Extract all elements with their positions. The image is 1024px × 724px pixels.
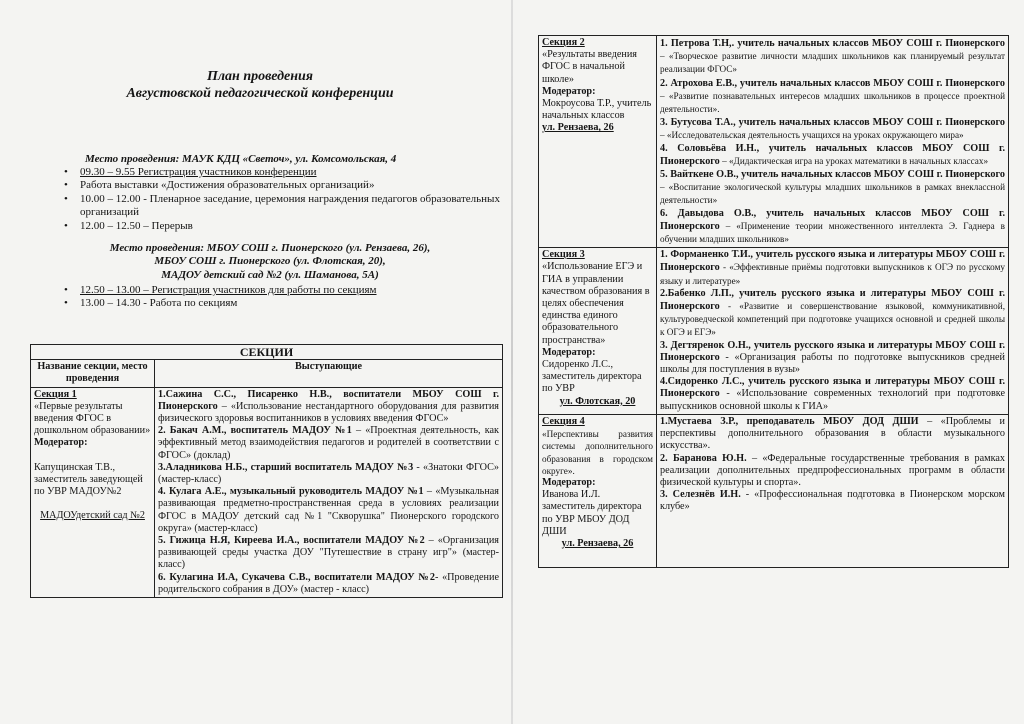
- section-info: [539, 248, 657, 415]
- speaker-name: 6. Давыдова О.В., учитель начальных классов МБОУ СОШ г. Пионерского: [660, 207, 1005, 232]
- venue-main: Место проведения: МАУК КДЦ «Светоч», ул. Комсомольская, 4: [85, 153, 397, 165]
- schedule-item: • 12.00 – 12.50 – Перерыв: [60, 220, 500, 233]
- speaker-name: 5. Гижица Н.Я, Киреева И.А., воспитатели МАДОУ №2: [158, 535, 425, 547]
- schedule-item: • 13.00 – 14.30 - Работа по секциям: [60, 297, 500, 310]
- schedule-item: • Работа выставки «Достижения образовательных организаций»: [60, 179, 500, 192]
- speaker-name: 3. Дегтяренок О.Н., учитель русского языка и литературы МБОУ СОШ г. Пионерского: [660, 339, 1005, 363]
- speaker-name: 1. Форманенко Т.И., учитель русского языка и литературы МБОУ СОШ г. Пионерского: [660, 249, 1005, 274]
- table-row: [539, 414, 1009, 567]
- speaker-talk: - «Организация работы по подготовке выпускников средней школы для поступления в вузы»: [660, 351, 1005, 376]
- speaker-name: 3.Аладникова Н.Б., старший воспитатель МАДОУ №3: [158, 461, 414, 473]
- speaker-name: 4. Кулага А.Е., музыкальный руководитель МАДОУ №1: [158, 486, 424, 498]
- speaker-item: [660, 376, 1005, 413]
- table-row: [539, 36, 1009, 248]
- schedule-item: • 09.30 – 9.55 Регистрация участников конференции: [60, 166, 500, 179]
- section-name: Секция 1: [34, 388, 77, 400]
- title-line-1: План проведения: [206, 69, 313, 84]
- speaker-item: [660, 37, 1005, 77]
- speaker-name: 1.Мустаева З.Р., преподаватель МБОУ ДОД ДШИ: [660, 415, 919, 427]
- speaker-name: 5. Вайткене О.В., учитель начальных классов МБОУ СОШ г. Пионерского: [660, 169, 1005, 181]
- section-topic: «Результаты введения ФГОС в начальной школе»: [542, 49, 637, 85]
- moderator-name: Капущинская Т.В., заместитель заведующей по УВР МАДОУ№2: [34, 461, 143, 498]
- speaker-talk: - «Знатоки ФГОС» (мастер-класс): [158, 461, 500, 486]
- speaker-item: [660, 416, 1005, 453]
- speaker-name: 4. Соловьёва И.Н., учитель начальных классов МБОУ СОШ г. Пионерского: [660, 142, 1005, 167]
- speaker-item: [660, 77, 1005, 117]
- section-name: Секция 3: [542, 249, 585, 261]
- speaker-name: 6. Кулагина И.А, Сукачева С.В., воспитатели МАДОУ №2: [158, 571, 435, 583]
- speakers-cell: [155, 387, 503, 597]
- speaker-talk: – «Развитие познавательных интересов младших школьников в процессе проектной деятельности».: [660, 90, 1005, 115]
- speaker-name: 4.Сидоренко Л.С., учитель русского языка и литературы МБОУ СОШ г. Пионерского: [660, 376, 1005, 400]
- speaker-name: 2. Баранова Ю.Н.: [660, 452, 747, 464]
- speaker-item: [660, 168, 1005, 208]
- speaker-talk: – «Исследовательская деятельность учащихся на уроках окружающего мира»: [660, 130, 964, 141]
- speaker-talk: – «Воспитание экологической культуры младших школьников в рамках внеклассной деятельности»: [660, 182, 1005, 206]
- venue-sections: [90, 242, 450, 282]
- moderator-name: Мокроусова Т.Р., учитель начальных классов: [542, 98, 652, 122]
- table-row: [31, 387, 503, 597]
- sections-table-continued: [538, 35, 1009, 568]
- speaker-talk: – «Организация развивающей среды участка ДОУ "Путешествие в страну игр"» (мастер-класс): [158, 535, 499, 571]
- speaker-talk: – «Проектная деятельность, как эффективный метод взаимодействия педагогов и родителей в соответствии с ФГОС» (доклад): [158, 425, 499, 461]
- venue-line: Место проведения: МБОУ СОШ г. Пионерского (ул. Рензаева, 26),: [109, 242, 431, 254]
- speaker-talk: - «Использование современных технологий при подготовке выпускников основной школы к ГИА»: [660, 388, 1005, 412]
- speaker-item: [660, 489, 1005, 513]
- speaker-item: [660, 340, 1005, 377]
- speaker-item: [660, 288, 1005, 340]
- speaker-item: [660, 249, 1005, 288]
- schedule-list-2: [60, 284, 500, 311]
- section-info: [31, 387, 155, 597]
- speaker-item: [660, 453, 1005, 490]
- speaker-item: [158, 425, 499, 462]
- speaker-talk: – «Дидактическая игра на уроках математики в начальных классах»: [719, 155, 989, 166]
- moderator-label: Модератор:: [34, 437, 88, 449]
- speaker-name: 3. Селезнёв И.Н.: [660, 489, 741, 501]
- speaker-item: [158, 486, 499, 535]
- section-place: МАДОУдетский сад №2: [40, 510, 145, 522]
- moderator-name: Сидоренко Л.С., заместитель директора по УВР: [542, 359, 642, 395]
- section-name: Секция 4: [542, 415, 585, 427]
- speaker-item: [158, 572, 499, 596]
- speaker-item: [660, 208, 1005, 247]
- moderator-label: Модератор:: [542, 85, 596, 97]
- speaker-name: 2. Бакач А.М., воспитатель МАДОУ №1: [158, 425, 352, 437]
- section-topic: «Первые результаты введения ФГОС в дошкольном образовании»: [34, 400, 151, 437]
- table-title: СЕКЦИИ: [31, 345, 503, 360]
- speaker-name: 3. Бутусова Т.А., учитель начальных классов МБОУ СОШ г. Пионерского: [660, 117, 1005, 129]
- speaker-talk: – «Творческое развитие личности младших школьников как планируемый результат реализации ФГОС»: [660, 51, 1005, 75]
- section-info: [539, 414, 657, 567]
- speaker-talk: - «Развитие и совершенствование языковой, коммуникативной, культуроведческой компетенций при подготовке учащихся основной и средней школы к ОГЭ и ЕГЭ»: [660, 301, 1005, 338]
- section-place: ул. Рензаева, 26: [542, 122, 614, 134]
- speaker-talk: – «Музыкальная развивающая предметно-пространственная среда в условиях реализации ФГОС в МАДОУ детский сад №1 "Скворушка" Пионерского городского округа» (мастер-класс): [158, 486, 499, 534]
- speaker-name: 1. Петрова Т.Н,. учитель начальных классов МБОУ СОШ г. Пионерского: [660, 38, 1005, 49]
- column-header-name: Название секции, место проведения: [31, 360, 155, 387]
- venue-line: МБОУ СОШ г. Пионерского (ул. Флотская, 20),: [154, 255, 386, 268]
- speaker-item: [158, 462, 499, 486]
- schedule-item: • 10.00 – 12.00 - Пленарное заседание, церемония награждения педагогов образовательных организаций: [60, 193, 500, 220]
- moderator-label: Модератор:: [542, 346, 596, 358]
- speakers-cell: [657, 36, 1009, 248]
- speaker-name: 2.Бабенко Л.П., учитель русского языка и литературы МБОУ СОШ г. Пионерского: [660, 287, 1005, 313]
- speaker-item: [158, 535, 499, 572]
- schedule-list-1: [60, 166, 500, 233]
- speakers-cell: [657, 414, 1009, 567]
- speaker-item: [660, 143, 1005, 168]
- title-line-2: Августовской педагогической конференции: [126, 86, 394, 101]
- speaker-name: 1.Сажина С.С., Писаренко Н.В., воспитатели МБОУ СОШ г. Пионерского: [158, 388, 499, 412]
- moderator-label: Модератор:: [542, 476, 596, 488]
- speaker-name: 2. Атрохова Е.В., учитель начальных классов МБОУ СОШ г. Пионерского: [660, 77, 1005, 89]
- speaker-item: [158, 389, 499, 426]
- sections-table: [30, 344, 503, 598]
- speaker-talk: - «Проведение родительского собрания в ДОУ» (мастер - класс): [158, 571, 499, 595]
- document-title: [80, 68, 440, 102]
- speaker-talk: – «Применение теории множественного интеллекта Э. Гаднера в обучении младших школьников»: [660, 220, 1005, 245]
- section-topic: «Использование ЕГЭ и ГИА в управлении качеством образования в целях обеспечения единства единого образовательного пространства»: [542, 261, 650, 346]
- speaker-item: [660, 116, 1005, 142]
- section-info: [539, 36, 657, 248]
- speakers-cell: [657, 248, 1009, 415]
- schedule-item: • 12.50 – 13.00 – Регистрация участников для работы по секциям: [60, 284, 500, 297]
- speaker-talk: – «Федеральные государственные требования в рамках реализации дополнительных предпрофессиональных программ в области физической культуры и спорта».: [660, 452, 1006, 488]
- section-place: ул. Флотская, 20: [559, 395, 636, 407]
- section-topic: «Перспективы развития системы дополнительного образования в городском округе».: [542, 429, 653, 476]
- section-place: ул. Рензаева, 26: [561, 537, 634, 549]
- speaker-talk: - «Эффективные приёмы подготовки выпускников к ОГЭ по русскому языку и литературе»: [660, 262, 1005, 286]
- speaker-talk: - «Профессиональная подготовка в Пионерском морском клубе»: [660, 489, 1005, 513]
- speaker-talk: – «Проблемы и перспективы дополнительного образования в области музыкального искусства».: [660, 415, 1006, 452]
- speaker-talk: – «Использование нестандартного оборудования для развития физического здоровья воспитанников в условиях введения ФГОС»: [158, 400, 499, 425]
- section-name: Секция 2: [542, 37, 585, 48]
- table-row: [539, 248, 1009, 415]
- venue-line: МАДОУ детский сад №2 (ул. Шаманова, 5А): [161, 268, 379, 281]
- moderator-name: Иванова И.Л. заместитель директора по УВР МБОУ ДОД ДШИ: [542, 489, 642, 537]
- column-header-speakers: Выступающие: [155, 360, 503, 387]
